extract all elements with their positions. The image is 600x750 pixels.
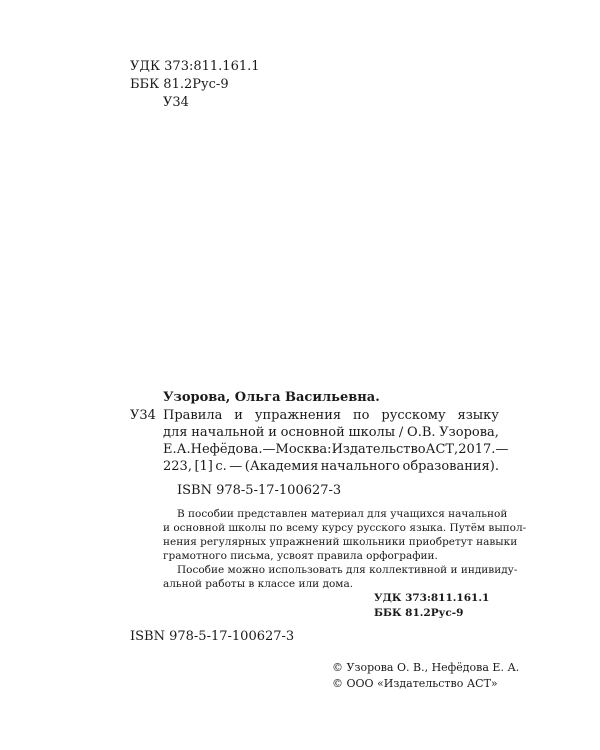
entry-word: начального	[320, 459, 400, 474]
entry-word: упражнения	[254, 408, 342, 423]
entry-word: Москва	[275, 442, 328, 457]
entry-code: У34	[130, 408, 156, 423]
author-mark-top: У34	[163, 95, 189, 110]
abstract-line: Пособие можно использовать для коллективной и индивиду-	[177, 564, 518, 576]
entry-word: с.	[215, 459, 227, 474]
abstract-line: и основной школы по всему курсу русского языка. Путём выпол-	[163, 522, 527, 534]
entry-word: —	[262, 442, 276, 457]
entry-word: для	[163, 425, 188, 440]
isbn-bottom: ISBN 978-5-17-100627-3	[130, 629, 295, 644]
entry-word: по	[352, 408, 370, 423]
entry-word: 2017.	[458, 442, 496, 457]
abstract-line: альной работы в классе или дома.	[163, 578, 354, 590]
entry-word: Е.А.	[163, 442, 191, 457]
entry-word: школы	[348, 425, 396, 440]
entry-word: —	[495, 442, 509, 457]
entry-word: О.В.	[407, 425, 436, 440]
copyright-authors: © Узорова О. В., Нефёдова Е. А.	[332, 661, 520, 674]
abstract-line: нения регулярных упражнений школьники приобретут навыки	[163, 536, 518, 548]
entry-word: Узорова,	[439, 425, 499, 440]
entry-isbn: ISBN 978-5-17-100627-3	[177, 483, 342, 498]
entry-word: и	[234, 408, 243, 423]
entry-line-1	[163, 407, 499, 424]
entry-word: языку	[457, 408, 499, 423]
abstract-line: В пособии представлен материал для учащихся начальной	[177, 508, 508, 520]
entry-word: —	[229, 459, 243, 474]
bbk-top: ББК 81.2Рус-9	[130, 77, 229, 92]
entry-word: :	[327, 442, 332, 457]
entry-word: Издательство	[331, 442, 426, 457]
abstract-line: грамотного письма, усвоят правила орфографии.	[163, 550, 438, 562]
udk-top: УДК 373:811.161.1	[130, 59, 260, 74]
udk-bottom: УДК 373:811.161.1	[374, 592, 490, 604]
entry-word: и	[268, 425, 277, 440]
entry-author: Узорова, Ольга Васильевна.	[163, 390, 380, 405]
entry-line-3	[163, 441, 509, 458]
entry-word: АСТ,	[425, 442, 459, 457]
entry-word: [1]	[194, 459, 213, 474]
entry-word: Правила	[163, 408, 223, 423]
entry-line-4	[163, 458, 499, 475]
entry-word: (Академия	[244, 459, 319, 474]
bbk-bottom: ББК 81.2Рус-9	[374, 607, 464, 619]
abstract	[163, 507, 526, 591]
entry-word: начальной	[191, 425, 265, 440]
entry-word: образования).	[402, 459, 499, 474]
entry-line-2	[163, 424, 499, 441]
entry-word: 223,	[163, 459, 192, 474]
entry-word: Нефёдова.	[190, 442, 263, 457]
entry-description	[163, 407, 509, 475]
copyright-publisher: © ООО «Издательство АСТ»	[332, 677, 498, 690]
entry-word: основной	[280, 425, 345, 440]
entry-word: русскому	[381, 408, 446, 423]
entry-word: /	[398, 425, 404, 440]
